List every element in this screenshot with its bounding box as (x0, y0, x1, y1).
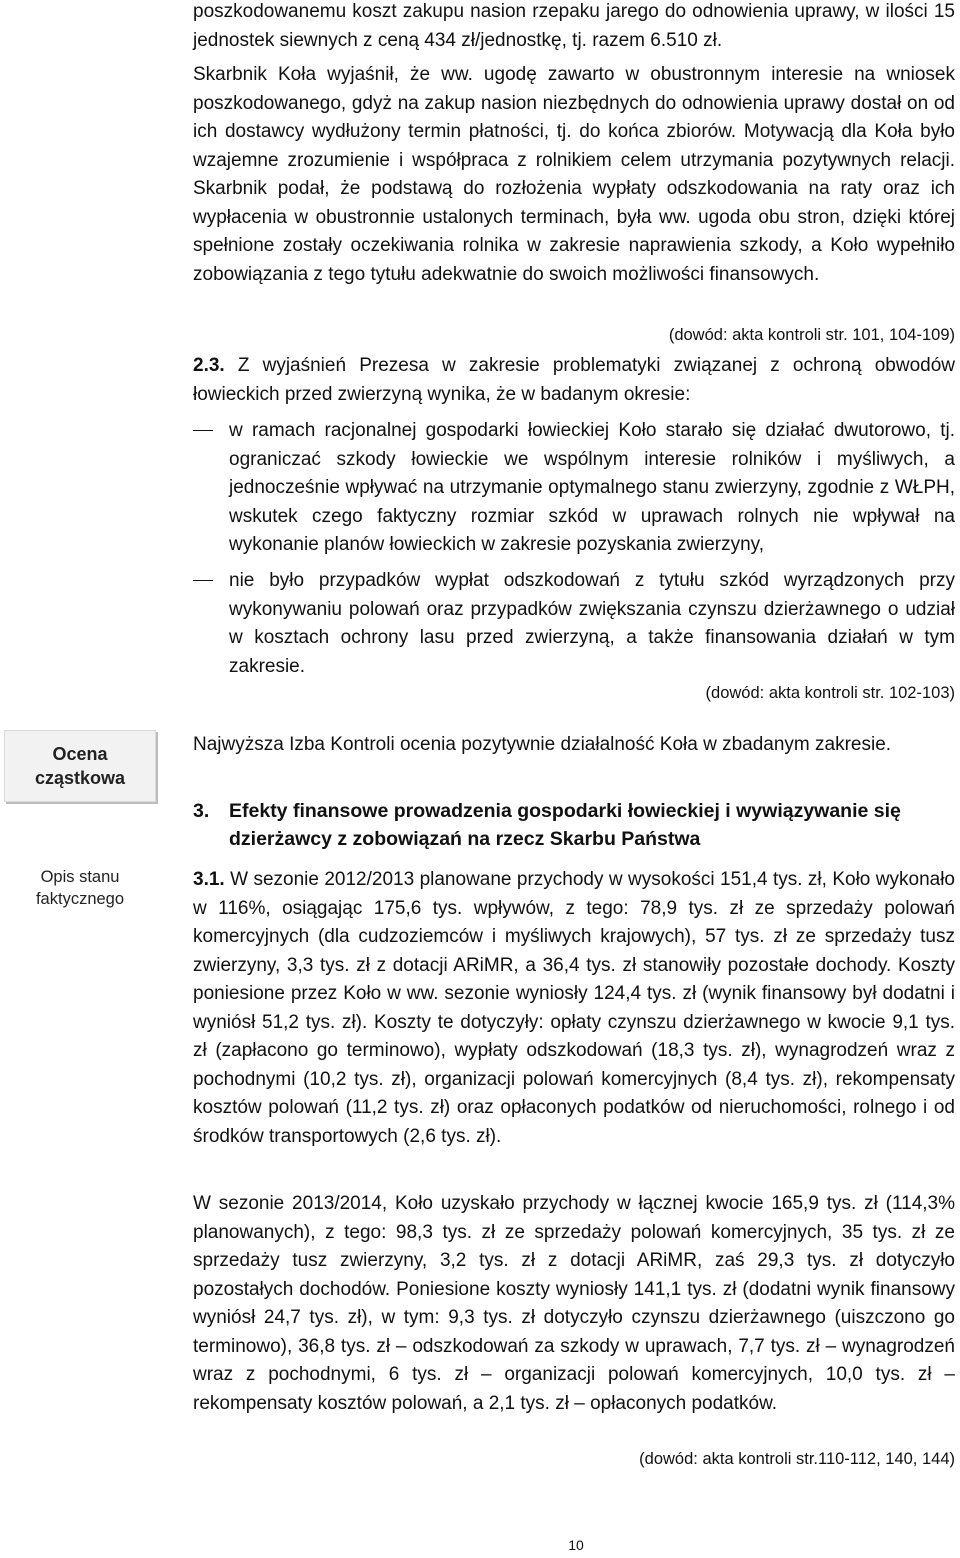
paragraph-text: Z wyjaśnień Prezesa w zakresie problematyki związanej z ochroną obwodów łowieckich przed zwierzyną wynika, że w badanym okresie: (193, 355, 955, 405)
factual-description-label: Opis stanu faktycznego (35, 868, 125, 908)
paragraph-text: W sezonie 2012/2013 planowane przychody w wysokości 151,4 tys. zł, Koło wykonało w 116%, osiągając 175,6 tys. wpływów, z tego: 78,9 tys. zł ze sprzedaży polowań komercyjnych (dla cudzoziemców i myśliwych krajowych), 57 tys. zł ze sprzedaży tusz zwierzyny, 3,3 tys. zł z dotacji ARiMR, a 36,4 tys. zł stanowiły pozostałe dochody. Koszty poniesione przez Koło w ww. sezonie wyniosły 124,4 tys. zł (wynik finansowy był dodatni i wyniósł 51,2 tys. zł). Koszty te dotyczyły: opłaty czynszu dzierżawnego w kwocie 9,1 tys. zł (zapłacono go terminowo), wypłaty odszkodowań (18,3 tys. zł), wynagrodzeń wraz z pochodnymi (10,2 tys. zł), organizacji polowań komercyjnych (8,4 tys. zł), rekompensaty kosztów polowań (11,2 tys. zł) oraz opłaconych podatków od nieruchomości, rolnego i od środków transportowych (2,6 tys. zł). (193, 869, 955, 1147)
section-number: 3.1. (193, 869, 225, 890)
paragraph-text: W sezonie 2013/2014, Koło uzyskało przychody w łącznej kwocie 165,9 tys. zł (114,3% planowanych), z tego: 98,3 tys. zł ze sprzedaży polowań komercyjnych, 35 tys. zł ze sprzedaży tusz zwierzyny, 3,2 tys. zł z dotacji ARiMR, zaś 29,3 tys. zł dotyczyło pozostałych dochodów. Poniesione koszty wyniosły 141,1 tys. zł (dodatni wynik finansowy wyniósł 24,7 tys. zł), w tym: 9,3 tys. zł dotyczyło czynszu dzierżawnego (uiszczono go terminowo), 36,8 tys. zł – odszkodowań za szkody w uprawach, 7,7 tys. zł – wynagrodzeń wraz z pochodnymi, 6 tys. zł – organizacji polowań komercyjnych, 10,0 tys. zł – rekompensaty kosztów polowań, a 2,1 tys. zł – opłaconych podatków. (193, 1193, 955, 1414)
paragraph-season-2013 (193, 1190, 955, 1418)
paragraph-text: poszkodowanemu koszt zakupu nasion rzepaku jarego do odnowienia uprawy, w ilości 15 jednostek siewnych z ceną 434 zł/jednostkę, tj. razem 6.510 zł. (193, 1, 955, 51)
bullet-text: nie było przypadków wypłat odszkodowań z tytułu szkód wyrządzonych przy wykonywaniu polowań oraz przypadków zwiększania czynszu dzierżawnego o udział w kosztach ochrony lasu przed zwierzyną, a także finansowania działań w tym zakresie. (229, 570, 955, 677)
evidence-reference-2: (dowód: akta kontroli str. 102-103) (705, 684, 955, 702)
partial-assessment-label: Ocena cząstkowa (34, 744, 126, 788)
heading-number: 3. (193, 800, 210, 822)
bullet-item-2 (193, 567, 955, 681)
paragraph-2 (193, 61, 955, 289)
paragraph-1 (193, 0, 955, 55)
dash-bullet-icon (193, 430, 213, 431)
paragraph-text: Skarbnik Koła wyjaśnił, że ww. ugodę zawarto w obustronnym interesie na wniosek poszkodowanego, gdyż na zakup nasion niezbędnych do odnowienia uprawy dostał on od ich dostawcy wydłużony termin płatności, tj. do końca zbiorów. Motywacją dla Koła było wzajemne zrozumienie i współpraca z rolnikiem celem utrzymania pozytywnych relacji. Skarbnik podał, że podstawą do rozłożenia wypłaty odszkodowania na raty oraz ich wypłacenia w obustronnie ustalonych terminach, była ww. ugoda obu stron, dzięki której spełnione zostały oczekiwania rolnika w zakresie naprawienia szkody, a Koło wypełniło zobowiązania z tego tytułu adekwatnie do swoich możliwości finansowych. (193, 64, 955, 285)
section-number: 2.3. (193, 355, 225, 376)
bullet-item-1 (193, 417, 955, 560)
assessment-paragraph (193, 731, 955, 760)
evidence-reference-1: (dowód: akta kontroli str. 101, 104-109) (668, 326, 955, 344)
partial-assessment-box (4, 730, 156, 802)
paragraph-3-1 (193, 866, 955, 1151)
section-heading-3 (193, 797, 955, 853)
bullet-text: w ramach racjonalnej gospodarki łowieckiej Koło starało się działać dwutorowo, tj. ograniczać szkody łowieckie we wspólnym interesie rolników i myśliwych, a jednocześnie wpływać na utrzymanie optymalnego stanu zwierzyny, zgodnie z WŁPH, wskutek czego faktyczny rozmiar szkód w uprawach rolnych nie wpływał na wykonanie planów łowieckich w zakresie pozyskania zwierzyny, (229, 420, 955, 555)
dash-bullet-icon (193, 580, 213, 581)
paragraph-text: Najwyższa Izba Kontroli ocenia pozytywnie działalność Koła w zbadanym zakresie. (193, 734, 892, 755)
page-number: 10 (568, 1537, 584, 1553)
evidence-reference-3: (dowód: akta kontroli str.110-112, 140, 144) (639, 1450, 955, 1468)
paragraph-2-3 (193, 352, 955, 409)
heading-text: Efekty finansowe prowadzenia gospodarki łowieckiej i wywiązywanie się dzierżawcy z zobowiązań na rzecz Skarbu Państwa (229, 800, 901, 850)
